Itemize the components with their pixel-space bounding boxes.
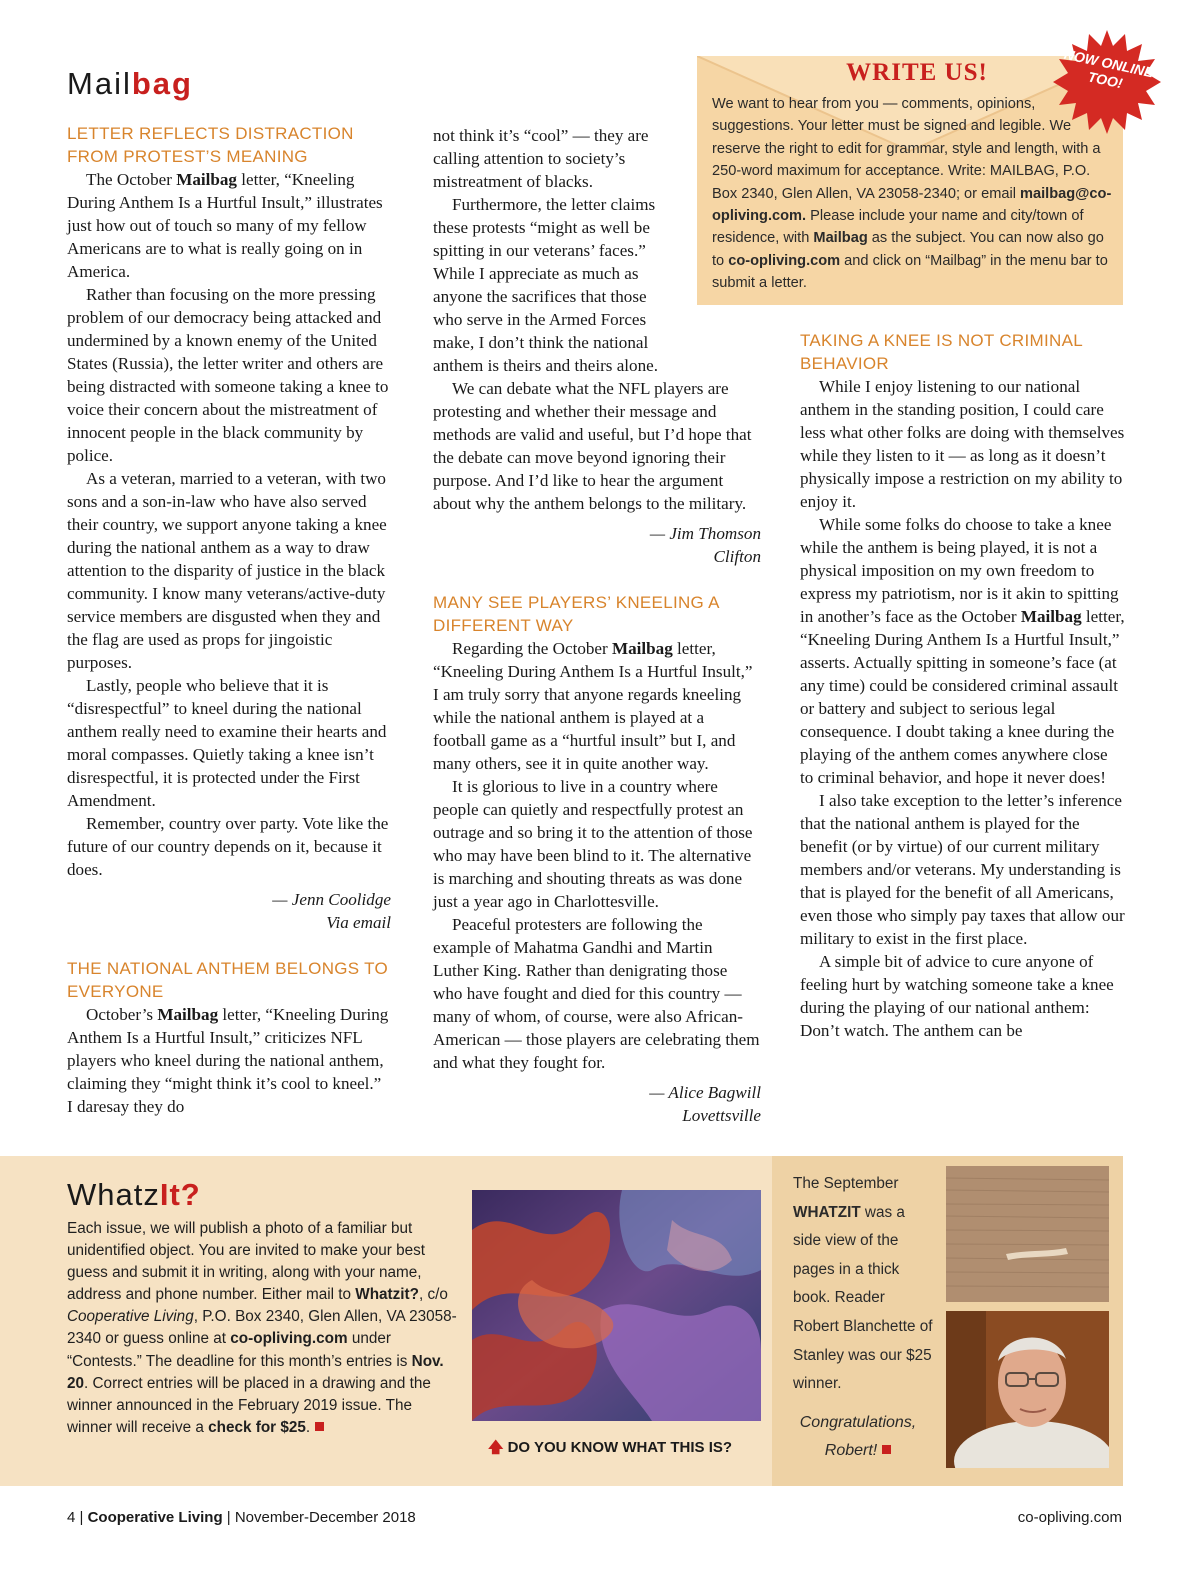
letter-paragraph: October’s Mailbag letter, “Kneeling During Anthem Is a Hurtful Insult,” criticizes NFL players who kneel during the national anthem, claiming they “might think it’s cool to kneel.” I daresay they do <box>67 1005 389 1116</box>
signature-name: — Jenn Coolidge <box>272 890 391 909</box>
signature-place: Via email <box>326 913 391 932</box>
letter-paragraph: The October Mailbag letter, “Kneeling During Anthem Is a Hurtful Insult,” illustrates just how out of touch so many of my fellow Americans are to what is really going on in America. <box>67 170 383 281</box>
letter-headline: MANY SEE PLAYERS’ KNEELING A DIFFERENT WAY <box>433 593 719 635</box>
winner-announcement: The September WHATZIT was a side view of the pages in a thick book. Reader Robert Blanchette of Stanley was our $25 winner. <box>793 1175 933 1393</box>
letter-headline: LETTER REFLECTS DISTRACTION FROM PROTEST’S MEANING <box>67 124 354 166</box>
letter-paragraph: As a veteran, married to a veteran, with two sons and a son-in-law who have also served their country, we support anyone taking a knee during the national anthem as a way to draw attention to the disparity of justice in the black community. I know many veterans/active-duty service members are disgusted when they and the flag are used as props for jingoistic purposes. <box>67 469 387 672</box>
section-title-part2: bag <box>131 66 193 101</box>
letter-paragraph: It is glorious to live in a country where people can quietly and respectfully protest an outrage and so bring it to the attention of those who may have been blind to it. The alternative is marching and shouting threats as was done just a year ago in Charlottesville. <box>433 777 753 911</box>
mystery-object-photo <box>472 1190 761 1421</box>
photo-caption: 🡅 DO YOU KNOW WHAT THIS IS? <box>488 1439 733 1456</box>
whatzit-instructions: Each issue, we will publish a photo of a familiar but unidentified object. You are invited to make your best guess and submit it in writing, along with your name, address and phone number. Either mail to Whatzit?, c/o Cooperative Living, P.O. Box 2340, Glen Allen, VA 23058-2340 or guess online at co-opliving.com under “Contests.” The deadline for this month’s entries is Nov. 20. Correct entries will be placed in a drawing and the winner announced in the February 2019 issue. The winner will receive a check for $25. <box>67 1220 457 1436</box>
write-us-title: WRITE US! <box>846 59 988 86</box>
letter-paragraph: A simple bit of advice to cure anyone of feeling hurt by watching someone take a knee during the playing of our national anthem: Don’t watch. The anthem can be <box>800 952 1114 1040</box>
letter-paragraph: While some folks do choose to take a knee while the anthem is being played, it is not a physical imposition on my own freedom to express my patriotism, nor is it akin to spitting in another’s face as the October Mailbag letter, “Kneeling During Anthem Is a Hurtful Insult,” asserts. Actually spitting in someone’s face (at any time) could be considered criminal assault or battery and subject to serious legal consequence. I doubt taking a knee during the playing of the anthem comes anywhere close to criminal behavior, and hope it never does! <box>800 515 1125 787</box>
signature-place: Clifton <box>713 547 761 566</box>
section-title-part1: Mail <box>67 66 132 101</box>
end-mark-icon <box>882 1445 891 1454</box>
up-arrow-icon: 🡅 <box>488 1439 504 1456</box>
winner-portrait-photo <box>946 1311 1109 1468</box>
email-link[interactable]: mailbag@co-opliving.com. <box>712 185 1112 225</box>
letter-paragraph-continued: not think it’s “cool” — they are calling attention to society’s mistreatment of blacks. <box>433 126 649 191</box>
page-footer: 4 | Cooperative Living | November-December 2018 <box>67 1509 416 1526</box>
letter-paragraph: While I enjoy listening to our national anthem in the standing position, I could care less what other folks are doing with themselves while they listen to it — as long as it doesn’t physically impose a restriction on my ability to enjoy it. <box>800 377 1125 511</box>
write-us-content <box>712 60 1112 295</box>
letter-paragraph: Furthermore, the letter claims these protests “might as well be spitting in our veterans’ faces.” While I appreciate as much as anyone the sacrifices that those who serve in the Armed Forces make, I don’t think the national anthem is theirs and theirs alone. <box>433 195 659 375</box>
letter-paragraph: Regarding the October Mailbag letter, “Kneeling During Anthem Is a Hurtful Insult,” I am truly sorry that anyone regards kneeling while the national anthem is played at a football game as a “hurtful insult” but I, and many others, see it in quite another way. <box>433 639 753 773</box>
column-2 <box>433 124 761 1127</box>
congratulations-text: Congratulations, Robert! <box>799 1414 917 1459</box>
write-us-text: We want to hear from you — comments, opinions, suggestions. Your letter must be signed and legible. We reserve the right to edit for grammar, style and length, with a 250-word maximum for acceptance. Write: MAILBAG, P.O. Box 2340, Glen Allen, VA 23058-2340; or email mailbag@co-opliving.com. Please include your name and city/town of residence, with Mailbag as the subject. You can now also go to co-opliving.com and click on “Mailbag” in the menu bar to submit a letter. <box>712 96 1112 292</box>
letter-paragraph: Rather than focusing on the more pressing problem of our democracy being attacked and undermined by a known enemy of the United States (Russia), the letter writer and others are being distracted with someone taking a knee to voice their concern about the mistreatment of innocent people in the black community by police. <box>67 285 389 465</box>
badge-text: NOW ONLINE TOO! <box>1062 45 1156 92</box>
letter-paragraph: Remember, country over party. Vote like the future of our country depends on it, because it does. <box>67 814 389 879</box>
letter-headline: TAKING A KNEE IS NOT CRIMINAL BEHAVIOR <box>800 331 1083 373</box>
section-title <box>67 66 193 102</box>
letter-paragraph: We can debate what the NFL players are protesting and whether their message and methods are valid and useful, but I’d hope that the debate can move beyond ignoring their purpose. And I’d like to hear the argument about why the anthem belongs to the military. <box>433 379 752 513</box>
signature-name: — Jim Thomson <box>649 524 761 543</box>
end-mark-icon <box>315 1422 324 1431</box>
signature-place: Lovettsville <box>682 1106 761 1125</box>
book-pages-photo <box>946 1166 1109 1302</box>
whatzit-title: WhatzIt? <box>67 1177 201 1212</box>
contest-link[interactable]: co-opliving.com <box>230 1330 348 1348</box>
letter-headline: THE NATIONAL ANTHEM BELONGS TO EVERYONE <box>67 959 389 1001</box>
signature-name: — Alice Bagwill <box>649 1083 761 1102</box>
letter-paragraph: I also take exception to the letter’s inference that the national anthem is played for the benefit (or by virtue) of our current military members and/or veterans. My understanding is that is played for the benefit of all Americans, even those who simply pay taxes that allow our military to exist in the first place. <box>800 791 1125 948</box>
site-link[interactable]: co-opliving.com <box>728 252 841 269</box>
footer-site-link[interactable]: co-opliving.com <box>1017 1509 1122 1526</box>
letter-paragraph: Lastly, people who believe that it is “disrespectful” to kneel during the national anthem really need to examine their hearts and moral compasses. Quietly taking a knee isn’t disrespectful, it is protected under the First Amendment. <box>67 676 387 810</box>
letter-paragraph: Peaceful protesters are following the example of Mahatma Gandhi and Martin Luther King. Rather than denigrating those who have fought and died for this country — many of whom, of course, were also African-American — those players are celebrating them and what they fought for. <box>433 915 760 1072</box>
column-1 <box>67 122 391 1118</box>
column-3 <box>800 329 1125 1042</box>
